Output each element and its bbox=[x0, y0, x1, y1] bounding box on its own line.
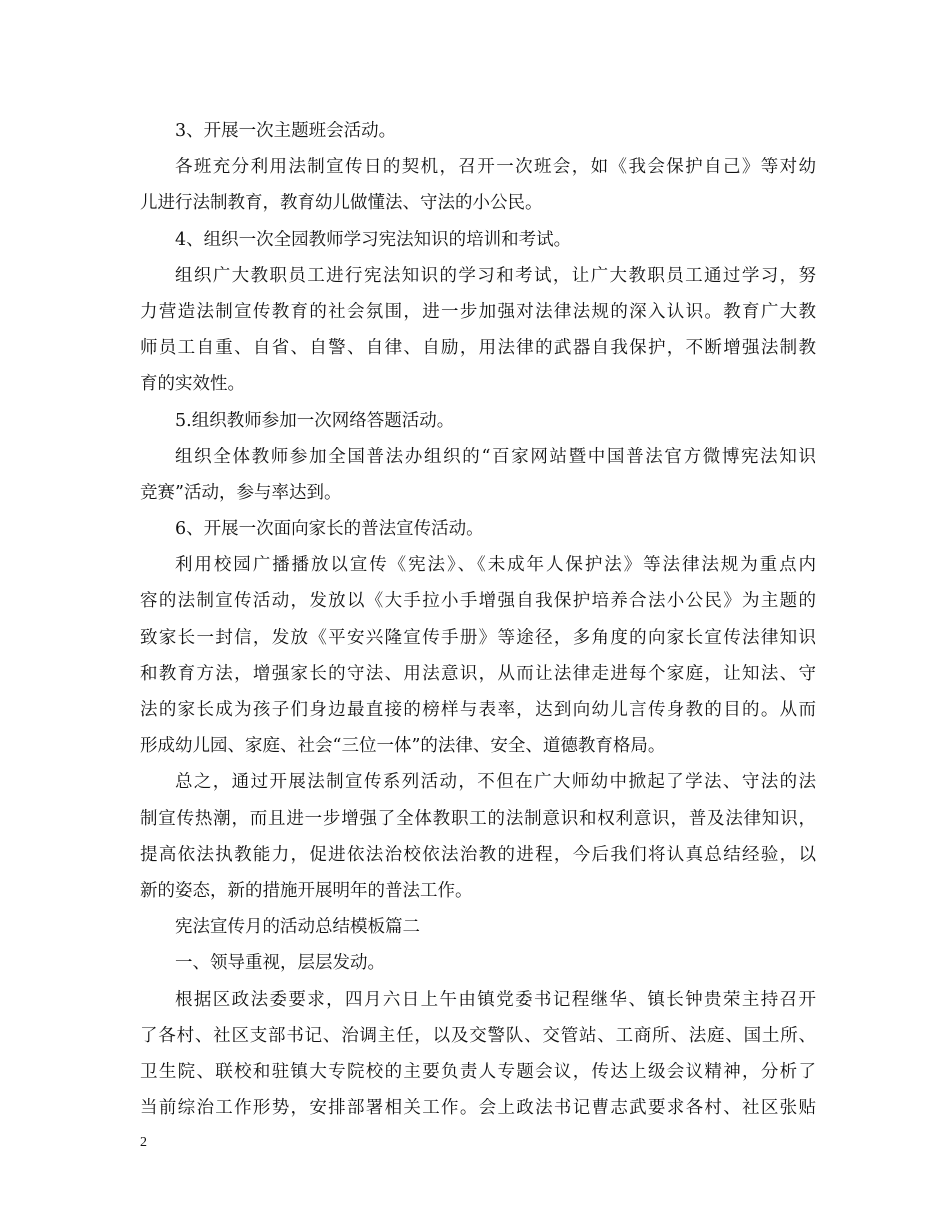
text-line: 3、开展一次主题班会活动。 bbox=[175, 121, 397, 141]
text-line: 师员工自重、自省、自警、自律、自励，用法律的武器自我保护，不断增强法制教 bbox=[140, 338, 816, 359]
text-line: 组织全体教师参加全国普法办组织的“百家网站暨中国普法官方微博宪法知识 bbox=[175, 446, 816, 467]
text-line: 卫生院、联校和驻镇大专院校的主要负责人专题会议，传达上级会议精神，分析了 bbox=[140, 1061, 816, 1082]
text-line: 5.组织教师参加一次网络答题活动。 bbox=[175, 410, 455, 431]
text-line: 育的实效性。 bbox=[140, 374, 245, 395]
text-line: 新的姿态，新的措施开展明年的普法工作。 bbox=[140, 880, 473, 901]
text-line: 根据区政法委要求，四月六日上午由镇党委书记程继华、镇长钟贵荣主持召开 bbox=[175, 989, 816, 1010]
text-line: 一、领导重视，层层发动。 bbox=[175, 953, 385, 974]
page-number: 2 bbox=[140, 1135, 147, 1150]
text-line: 宪法宣传月的活动总结模板篇二 bbox=[175, 917, 420, 938]
text-line: 提高依法执教能力，促进依法治校依法治教的进程，今后我们将认真总结经验，以 bbox=[140, 844, 816, 865]
text-line: 4、组织一次全园教师学习宪法知识的培训和考试。 bbox=[175, 229, 572, 250]
text-line: 利用校园广播播放以宣传《宪法》、《未成年人保护法》等法律法规为重点内 bbox=[175, 555, 816, 576]
text-line: 力营造法制宣传教育的社会氛围，进一步加强对法律法规的深入认识。教育广大教 bbox=[140, 301, 816, 322]
text-line: 致家长一封信，发放《平安兴隆宣传手册》等途径，多角度的向家长宣传法律知识 bbox=[140, 627, 816, 648]
text-line: 当前综治工作形势，安排部署相关工作。会上政法书记曹志武要求各村、社区张贴 bbox=[140, 1098, 816, 1119]
text-line: 总之，通过开展法制宣传系列活动，不但在广大师幼中掀起了学法、守法的法 bbox=[175, 772, 816, 793]
text-line: 制宣传热潮，而且进一步增强了全体教职工的法制意识和权利意识，普及法律知识， bbox=[140, 808, 816, 829]
text-line: 形成幼儿园、家庭、社会“三位一体”的法律、安全、道德教育格局。 bbox=[140, 736, 666, 757]
text-line: 竞赛”活动，参与率达到。 bbox=[140, 482, 342, 503]
text-line: 组织广大教职员工进行宪法知识的学习和考试，让广大教职员工通过学习，努 bbox=[175, 265, 816, 286]
text-line: 各班充分利用法制宣传日的契机，召开一次班会，如《我会保护自己》等对幼 bbox=[175, 157, 816, 178]
body-text bbox=[140, 113, 816, 1126]
text-line: 儿进行法制教育，教育幼儿做懂法、守法的小公民。 bbox=[140, 193, 543, 214]
text-line: 和教育方法，增强家长的守法、用法意识，从而让法律走进每个家庭，让知法、守 bbox=[140, 663, 816, 684]
text-line: 了各村、社区支部书记、治调主任，以及交警队、交管站、工商所、法庭、国土所、 bbox=[140, 1025, 816, 1046]
text-line: 容的法制宣传活动，发放以《大手拉小手增强自我保护培养合法小公民》为主题的 bbox=[140, 591, 816, 612]
text-line: 6、开展一次面向家长的普法宣传活动。 bbox=[175, 519, 484, 540]
text-line: 法的家长成为孩子们身边最直接的榜样与表率，达到向幼儿言传身教的目的。从而 bbox=[140, 700, 816, 720]
